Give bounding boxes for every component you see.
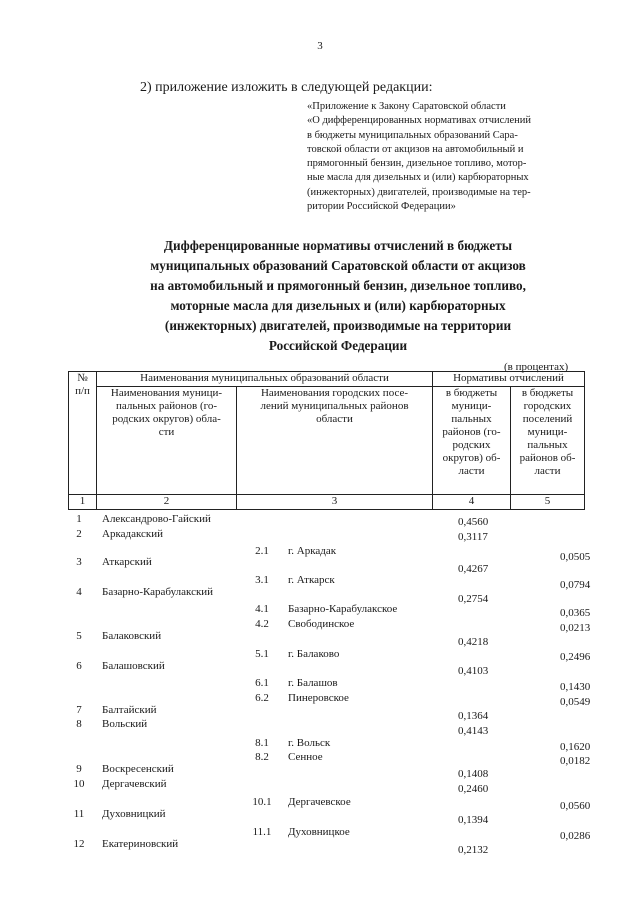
header-line: ласти [534,465,561,477]
settlement-norm-value: 0,0549 [560,696,591,708]
district-norm-value: 0,2460 [458,783,489,795]
row-number: 2 [76,528,82,540]
district-name: Балтайский [102,704,157,716]
settlement-number: 2.1 [255,545,269,557]
settlement-norm-value: 0,2496 [560,651,591,663]
page-number: 3 [317,40,323,52]
district-norm-value: 0,1364 [458,710,489,722]
settlement-name: г. Аркадак [288,545,337,557]
district-norm-value: 0,4267 [458,563,489,575]
header-line: области [316,413,353,425]
settlement-name: Духовницкое [288,826,350,838]
row-number: 9 [76,763,82,775]
district-name: Вольский [102,718,148,730]
row-number: 10 [73,778,85,790]
settlement-number: 6.2 [255,692,269,704]
header-line: родских округов) обла- [112,413,221,425]
header-line: районов (го- [442,426,501,438]
settlement-number: 8.2 [255,751,269,763]
settlement-name: Пинеровское [288,692,349,704]
district-name: Аткарский [102,556,152,568]
header-line: Наименования муници- [110,387,223,399]
index-cell: 2 [97,495,237,510]
appendix-line: в бюджеты муниципальных образований Сара- [307,129,518,141]
settlement-norm-value: 0,0365 [560,607,591,619]
settlement-name: г. Балашов [288,677,338,689]
settlement-number: 10.1 [252,796,272,808]
settlement-norm-value: 0,0560 [560,800,591,812]
settlement-name: Свободинское [288,618,355,630]
settlement-norm-value: 0,0182 [560,755,591,767]
district-name: Духовницкий [102,808,166,820]
header-line: № [77,372,88,384]
header-line: муници- [451,400,492,412]
district-name: Воскресенский [102,763,174,775]
header-line: в бюджеты [521,387,574,399]
row-number: 4 [76,586,82,598]
district-name: Базарно-Карабулакский [102,586,214,598]
header-line: пальных районов (го- [115,400,218,412]
index-cell: 5 [511,495,585,510]
title-line: (инжекторных) двигателей, производимые на территории [164,318,512,333]
appendix-line: «Приложение к Закону Саратовской области [307,101,506,112]
settlement-number: 3.1 [255,574,269,586]
appendix-line: ные масла для дизельных и (или) карбюраторных [307,172,529,184]
row-number: 12 [73,838,85,850]
header-line: лений муниципальных районов [260,400,409,412]
district-norm-value: 0,4560 [458,516,489,528]
district-name: Дергачевский [102,778,167,790]
index-cell: 4 [433,495,511,510]
district-norm-value: 0,4218 [458,636,489,648]
header-line: городских [523,400,572,412]
district-norm-value: 0,2132 [458,844,489,856]
settlement-name: г. Балаково [288,648,340,660]
row-number: 1 [76,513,82,525]
settlement-number: 11.1 [252,826,272,838]
index-cell: 3 [237,495,433,510]
district-norm-value: 0,1408 [458,768,489,780]
header-line: п/п [75,385,90,397]
title-line: Российской Федерации [268,338,408,353]
district-name: Балашовский [102,660,165,672]
settlement-norm-value: 0,0794 [560,579,591,591]
district-name: Балаковский [102,630,162,642]
settlement-name: г. Вольск [288,737,331,749]
header-line: ласти [458,465,485,477]
header-line: районов об- [519,452,576,464]
row-number: 7 [76,704,82,716]
settlement-norm-value: 0,0213 [560,622,591,634]
row-number: 5 [76,630,82,642]
appendix-line: прямогонный бензин, дизельное топливо, мотор- [307,158,527,170]
row-number: 6 [76,660,82,672]
district-name: Екатериновский [102,838,179,850]
settlement-norm-value: 0,0505 [560,551,591,563]
row-number: 11 [73,808,85,820]
header-line: в бюджеты [445,387,498,399]
district-norm-value: 0,1394 [458,814,489,826]
header-line: Наименования городских посе- [260,387,409,399]
header-line: округов) об- [442,452,501,464]
row-number: 3 [76,556,82,568]
district-norm-value: 0,3117 [458,531,488,543]
header-group-norms: Нормативы отчислений [433,372,585,387]
district-name: Александрово-Гайский [102,513,211,525]
appendix-line: «О дифференцированных нормативах отчислений [307,115,532,127]
settlement-norm-value: 0,0286 [560,830,591,842]
appendix-line: ритории Российской Федерации» [307,201,456,213]
settlement-number: 6.1 [255,677,269,689]
header-line: муници- [527,426,568,438]
units-label: (в процентах) [504,361,569,373]
header-line: поселений [522,413,573,425]
appendix-line: (инжекторных) двигателей, производимые на тер- [307,186,531,198]
settlement-number: 8.1 [255,737,269,749]
settlement-name: Сенное [288,751,323,763]
settlement-name: г. Аткарск [288,574,335,586]
district-norm-value: 0,2754 [458,593,489,605]
intro-text: 2) приложение изложить в следующей редакции: [140,80,433,95]
title-line: Дифференцированные нормативы отчислений в бюджеты [163,238,513,253]
district-norm-value: 0,4143 [458,725,489,737]
settlement-norm-value: 0,1430 [560,681,591,693]
title-line: на автомобильный и прямогонный бензин, дизельное топливо, [150,278,526,293]
header-line: сти [158,426,175,438]
header-line: пальных [527,439,568,451]
settlement-number: 4.2 [255,618,269,630]
index-cell: 1 [69,495,97,510]
header-line: пальных [451,413,492,425]
district-norm-value: 0,4103 [458,665,489,677]
header-group-names: Наименования муниципальных образований области [97,372,433,387]
title-line: муниципальных образований Саратовской области от акцизов [150,258,526,273]
header-line: родских [452,439,491,451]
settlement-number: 4.1 [255,603,269,615]
settlement-number: 5.1 [255,648,269,660]
settlement-name: Дергачевское [288,796,351,808]
appendix-line: товской области от акцизов на автомобильный и [307,143,524,155]
title-line: моторные масла для дизельных и (или) карбюраторных [170,298,506,313]
settlement-name: Базарно-Карабулакское [288,603,398,615]
settlement-norm-value: 0,1620 [560,741,591,753]
row-number: 8 [76,718,82,730]
district-name: Аркадакский [102,528,164,540]
